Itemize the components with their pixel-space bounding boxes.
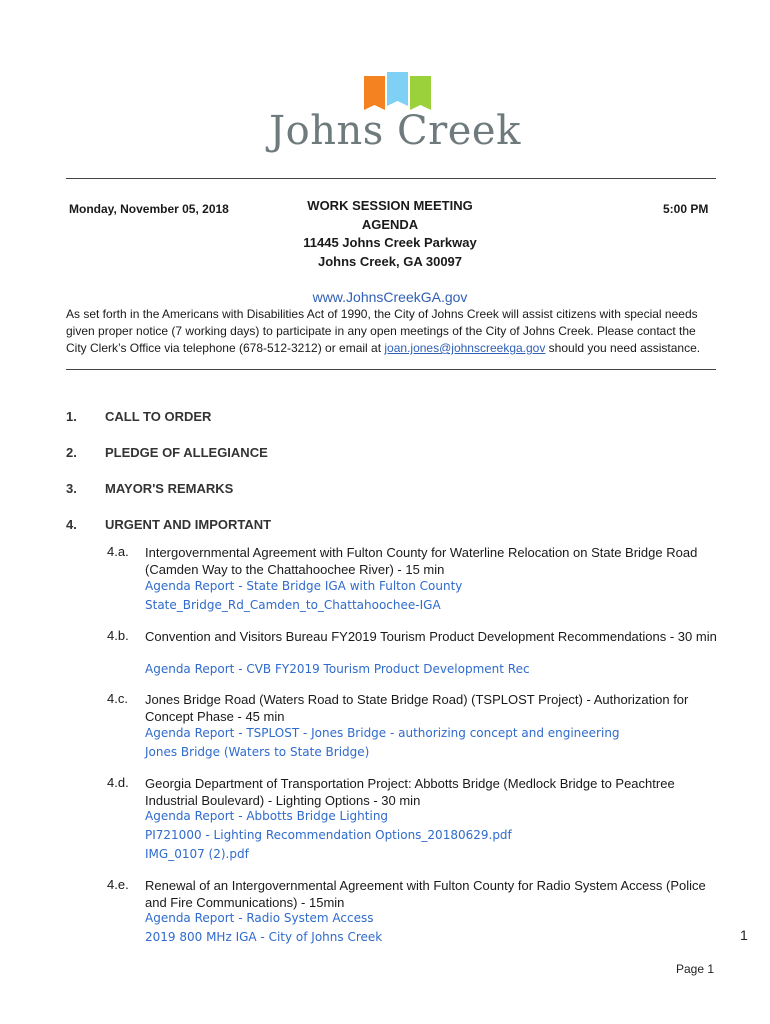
- footer-page-label: Page 1: [676, 962, 715, 976]
- header-divider: [66, 178, 716, 179]
- clerk-email-link[interactable]: joan.jones@johnscreekga.gov: [384, 341, 546, 355]
- attachment-link[interactable]: IMG_0107 (2).pdf: [145, 847, 249, 861]
- agenda-item-title: Renewal of an Intergovernmental Agreement with Fulton County for Radio System Access (Police and Fire Communications) - 15min: [145, 878, 706, 910]
- meeting-date: Monday, November 05, 2018: [69, 202, 229, 216]
- attachment-link[interactable]: State_Bridge_Rd_Camden_to_Chattahoochee-IGA: [145, 598, 441, 612]
- agenda-item-number: 4.e.: [107, 877, 129, 892]
- johns-creek-logo-flags: [363, 72, 433, 112]
- meeting-time: 5:00 PM: [663, 202, 709, 216]
- section-title: MAYOR'S REMARKS: [105, 481, 234, 496]
- ada-notice-text-end: should you need assistance.: [545, 341, 701, 355]
- ada-notice: [66, 306, 716, 357]
- section-number: 3.: [66, 481, 77, 496]
- ada-notice-text: As set forth in the Americans with Disabilities Act of 1990, the City of Johns Creek will assist citizens with special needs given proper notice (7 working days) to participate in any open meetings of the City of Johns Creek. Please contact the City Clerk’s Office via telephone (678-512-3212) or email at: [66, 307, 698, 355]
- notice-divider: [66, 369, 716, 370]
- meeting-subtitle: AGENDA: [361, 217, 419, 232]
- meeting-address-line1: 11445 Johns Creek Parkway: [303, 235, 477, 250]
- attachment-link[interactable]: Agenda Report - State Bridge IGA with Fulton County: [145, 579, 463, 593]
- agenda-item-title: Jones Bridge Road (Waters Road to State Bridge Road) (TSPLOST Project) - Authorization for Concept Phase - 45 min: [145, 692, 689, 724]
- meeting-address-line2: Johns Creek, GA 30097: [317, 254, 463, 269]
- agenda-item-number: 4.d.: [107, 775, 129, 790]
- attachment-link[interactable]: Agenda Report - Abbotts Bridge Lighting: [145, 809, 389, 823]
- section-number: 1.: [66, 409, 77, 424]
- section-number: 4.: [66, 517, 77, 532]
- agenda-item-title: Convention and Visitors Bureau FY2019 Tourism Product Development Recommendations - 30 min: [145, 629, 717, 644]
- logo-wordmark: Johns Creek: [269, 108, 521, 154]
- section-title: CALL TO ORDER: [105, 409, 212, 424]
- website-link[interactable]: www.JohnsCreekGA.gov: [312, 289, 468, 305]
- attachment-link[interactable]: Jones Bridge (Waters to State Bridge): [145, 745, 370, 759]
- agenda-item-title: Georgia Department of Transportation Project: Abbotts Bridge (Medlock Bridge to Peachtree Industrial Boulevard) - Lighting Options - 30 min: [145, 776, 675, 808]
- blue-flag: [387, 72, 408, 106]
- orange-flag: [364, 76, 385, 110]
- attachment-link[interactable]: 2019 800 MHz IGA - City of Johns Creek: [145, 930, 383, 944]
- agenda-item-number: 4.c.: [107, 691, 128, 706]
- attachment-link[interactable]: PI721000 - Lighting Recommendation Options_20180629.pdf: [145, 828, 512, 842]
- meeting-title: WORK SESSION MEETING: [307, 198, 473, 213]
- green-flag: [410, 76, 431, 110]
- section-title: URGENT AND IMPORTANT: [105, 517, 272, 532]
- attachment-link[interactable]: Agenda Report - Radio System Access: [145, 911, 374, 925]
- section-number: 2.: [66, 445, 77, 460]
- agenda-item-number: 4.b.: [107, 628, 129, 643]
- attachment-link[interactable]: Agenda Report - CVB FY2019 Tourism Product Development Rec: [145, 662, 530, 676]
- page-number: 1: [740, 927, 748, 943]
- attachment-link[interactable]: Agenda Report - TSPLOST - Jones Bridge - authorizing concept and engineering: [145, 726, 620, 740]
- agenda-item-number: 4.a.: [107, 544, 129, 559]
- section-title: PLEDGE OF ALLEGIANCE: [105, 445, 268, 460]
- agenda-item-title: Intergovernmental Agreement with Fulton County for Waterline Relocation on State Bridge Road (Camden Way to the Chattahoochee River) - 15 min: [145, 545, 698, 577]
